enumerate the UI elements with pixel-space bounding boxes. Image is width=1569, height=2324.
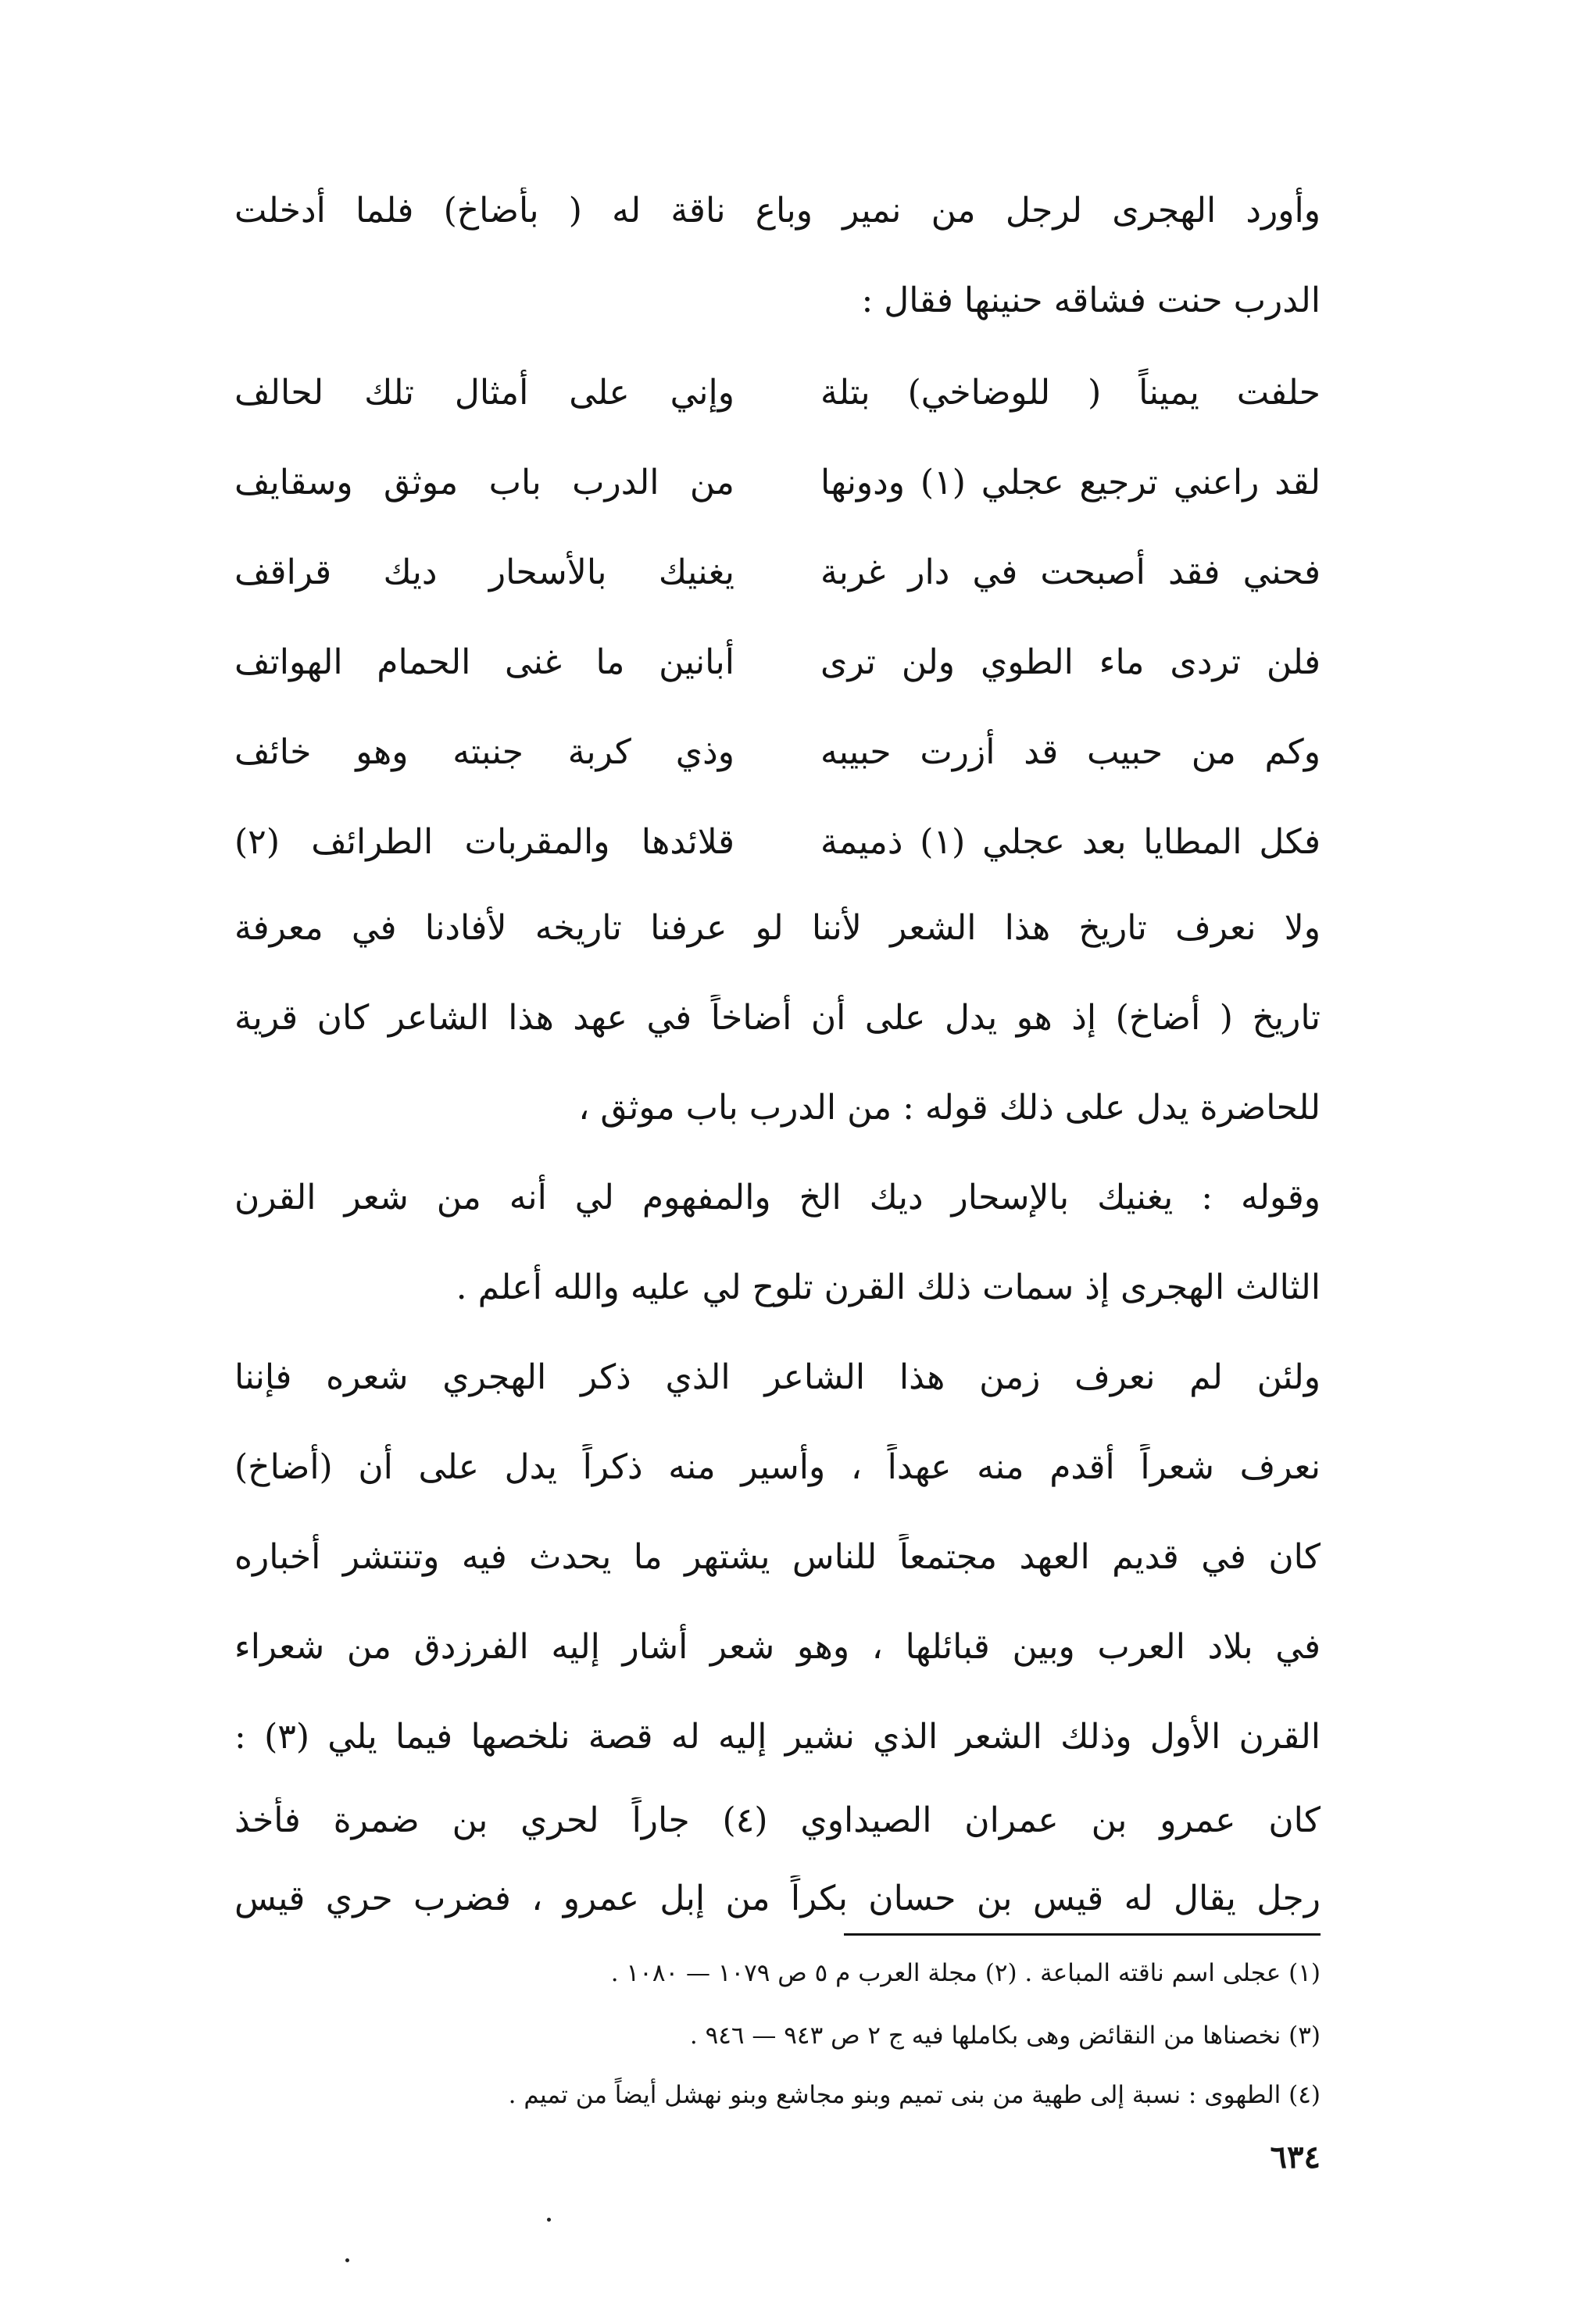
scan-speck bbox=[345, 2258, 349, 2262]
verse-2-first-hemistich: لقد راعني ترجيع عجلي (١) ودونها bbox=[820, 463, 1321, 502]
poem-verse-5 bbox=[234, 725, 1321, 780]
paragraph-4-line-1: كان عمرو بن عمران الصيداوي (٤) جاراً لحري بن ضمرة فأخذ bbox=[234, 1800, 1321, 1840]
poem-verse-6 bbox=[234, 815, 1321, 870]
verse-1-first-hemistich: حلفت يميناً ( للوضاخي) بتلة bbox=[820, 373, 1321, 413]
paragraph-2-line-1: وقوله : يغنيك بالإسحار ديك الخ والمفهوم لي أنه من شعر القرن bbox=[234, 1178, 1321, 1217]
verse-3-second-hemistich: يغنيك بالأسحار ديك قراقف bbox=[234, 552, 734, 592]
poem-verse-1 bbox=[234, 366, 1321, 420]
footnote-1-2: (١) عجلى اسم ناقته المباعة . (٢) مجلة العرب م ٥ ص ١٠٧٩ — ١٠٨٠ . bbox=[610, 1959, 1321, 1987]
poem-verse-3 bbox=[234, 545, 1321, 600]
paragraph-4-line-2: رجل يقال له قيس بن حسان بكراً من إبل عمرو ، فضرب حري قيس bbox=[234, 1879, 1321, 1918]
verse-1-second-hemistich: وإني على أمثال تلك لحالف bbox=[234, 373, 734, 413]
verse-6-first-hemistich: فكل المطايا بعد عجلي (١) ذميمة bbox=[820, 822, 1321, 862]
intro-line-1: وأورد الهجرى لرجل من نمير وباع ناقة له ( بأضاخ) فلما أدخلت bbox=[234, 191, 1321, 231]
paragraph-3-line-5: القرن الأول وذلك الشعر الذي نشير إليه له قصة نلخصها فيما يلي (٣) : bbox=[234, 1717, 1321, 1757]
paragraph-3-line-1: ولئن لم نعرف زمن هذا الشاعر الذي ذكر الهجري شعره فإننا bbox=[234, 1357, 1321, 1397]
verse-3-first-hemistich: فحني فقد أصبحت في دار غربة bbox=[820, 552, 1321, 592]
verse-4-second-hemistich: أبانين ما غنى الحمام الهواتف bbox=[234, 642, 734, 682]
verse-5-second-hemistich: وذي كربة جنبته وهو خائف bbox=[234, 732, 734, 772]
footnote-separator bbox=[844, 1933, 1321, 1936]
paragraph-3-line-4: في بلاد العرب وبين قبائلها ، وهو شعر أشار إليه الفرزدق من شعراء bbox=[234, 1627, 1321, 1667]
paragraph-3-line-3: كان في قديم العهد مجتمعاً للناس يشتهر ما يحدث فيه وتنتشر أخباره bbox=[234, 1537, 1321, 1577]
page-number: ٦٣٤ bbox=[1270, 2139, 1321, 2176]
verse-5-first-hemistich: وكم من حبيب قد أزرت حبيبه bbox=[820, 732, 1321, 772]
verse-2-second-hemistich: من الدرب باب موثق وسقايف bbox=[234, 463, 734, 502]
verse-4-first-hemistich: فلن تردى ماء الطوي ولن ترى bbox=[820, 642, 1321, 682]
verse-6-second-hemistich: قلائدها والمقربات الطرائف (٢) bbox=[234, 822, 734, 862]
intro-line-2: الدرب حنت فشاقه حنينها فقال : bbox=[861, 281, 1321, 320]
footnote-3: (٣) نخصناها من النقائض وهى بكاملها فيه ج ٢ ص ٩٤٣ — ٩٤٦ . bbox=[689, 2022, 1321, 2050]
scan-speck bbox=[547, 2218, 551, 2222]
poem-verse-4 bbox=[234, 635, 1321, 690]
footnote-4: (٤) الطهوى : نسبة إلى طهية من بنى تميم وبنو مجاشع وبنو نهشل أيضاً من تميم . bbox=[508, 2081, 1321, 2109]
paragraph-1-line-2: تاريخ ( أضاخ) إذ هو يدل على أن أضاخاً في عهد هذا الشاعر كان قرية bbox=[234, 998, 1321, 1038]
paragraph-1-line-1: ولا نعرف تاريخ هذا الشعر لأننا لو عرفنا تاريخه لأفادنا في معرفة bbox=[234, 908, 1321, 948]
paragraph-1-line-3: للحاضرة يدل على ذلك قوله : من الدرب باب موثق ، bbox=[578, 1088, 1321, 1128]
paragraph-3-line-2: نعرف شعراً أقدم منه عهداً ، وأسير منه ذكراً يدل على أن (أضاخ) bbox=[234, 1447, 1321, 1487]
paragraph-2-line-2: الثالث الهجرى إذ سمات ذلك القرن تلوح لي عليه والله أعلم . bbox=[456, 1267, 1321, 1307]
poem-verse-2 bbox=[234, 456, 1321, 510]
